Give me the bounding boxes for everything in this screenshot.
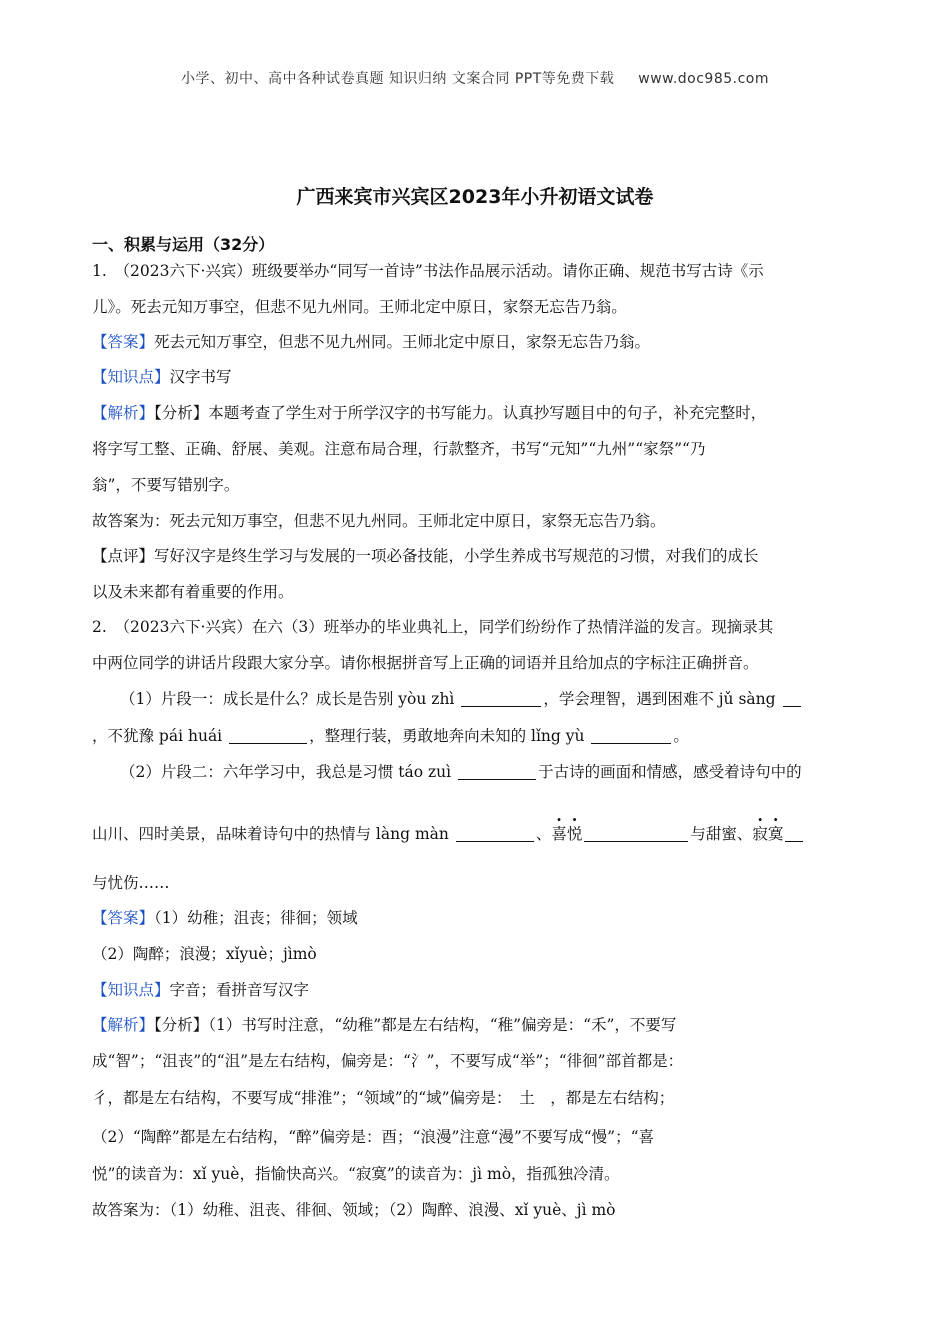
q1-knowledge bbox=[92, 366, 862, 388]
dotted-char-xi: 喜 bbox=[551, 825, 567, 843]
answer-tag: 【答案】 bbox=[92, 909, 155, 927]
part1-text-e: 。 bbox=[673, 727, 689, 745]
header-url[interactable]: www.doc985.com bbox=[638, 71, 770, 87]
q2-analysis-2: 成“智”；“沮丧”的“沮”是左右结构，偏旁是：“氵”，不要写成“举”；“徘徊”部首都是： bbox=[92, 1052, 684, 1070]
q2-answer-1 bbox=[92, 907, 862, 929]
part2-text-d: 、 bbox=[535, 825, 552, 843]
analysis-text: 【分析】（1）书写时注意，“幼稚”都是左右结构，“稚”偏旁是：“禾”，不要写 bbox=[154, 1016, 677, 1034]
knowledge-text: 汉字书写 bbox=[169, 368, 232, 386]
dotted-char-ji: 寂 bbox=[752, 825, 768, 843]
q1-comment-1: 【点评】写好汉字是终生学习与发展的一项必备技能，小学生养成书写规范的习惯，对我们的成长 bbox=[92, 547, 759, 565]
part2-text-b: 于古诗的画面和情感，感受着诗句中的 bbox=[538, 763, 802, 781]
part2-text-e: 与甜蜜、 bbox=[690, 825, 753, 843]
blank-jimo[interactable] bbox=[785, 825, 803, 842]
blank-taozui[interactable] bbox=[458, 763, 536, 780]
q2-part1-line-2 bbox=[92, 725, 862, 747]
answer-text: 死去元知万事空，但悲不见九州同。王师北定中原日，家祭无忘告乃翁。 bbox=[154, 333, 651, 351]
blank-xiyue[interactable] bbox=[584, 825, 688, 842]
q2-final-answer: 故答案为：（1）幼稚、沮丧、徘徊、领域；（2）陶醉、浪漫、xǐ yuè、jì mò bbox=[92, 1201, 616, 1219]
blank-jusang[interactable] bbox=[783, 690, 801, 707]
part1-text-a: （1）片段一：成长是什么？成长是告别 yòu zhì bbox=[120, 690, 460, 708]
knowledge-text: 字音；看拼音写汉字 bbox=[169, 981, 310, 999]
page-header bbox=[0, 68, 950, 88]
blank-paihuai[interactable] bbox=[229, 727, 307, 744]
q2-part2-line-2 bbox=[92, 823, 862, 845]
q1-analysis-1 bbox=[92, 402, 862, 424]
q2-analysis-3: 彳，都是左右结构，不要写成“排淮”；“领域”的“域”偏旁是： 土 ，都是左右结构； bbox=[92, 1089, 675, 1107]
q1-comment-2: 以及未来都有着重要的作用。 bbox=[92, 583, 294, 601]
exam-title: 广西来宾市兴宾区2023年小升初语文试卷 bbox=[296, 186, 654, 208]
blank-youzhi[interactable] bbox=[461, 690, 541, 707]
answer-tag: 【答案】 bbox=[92, 333, 155, 351]
q1-analysis-2: 将字写工整、正确、舒展、美观。注意布局合理，行款整齐，书写“元知”“九州”“家祭”“乃 bbox=[92, 440, 706, 458]
analysis-tag: 【解析】 bbox=[92, 1016, 155, 1034]
q2-part2-line-1 bbox=[120, 761, 890, 783]
blank-lingyu[interactable] bbox=[591, 727, 671, 744]
q2-part2-line-3: 与忧伤…… bbox=[92, 874, 170, 892]
q2-line-1: 2. （2023六下·兴宾）在六（3）班举办的毕业典礼上，同学们纷纷作了热情洋溢的发言。现摘录其 bbox=[92, 618, 774, 636]
q2-answer-2: （2）陶醉；浪漫；xǐyuè；jìmò bbox=[92, 945, 317, 963]
q2-analysis-4: （2）“陶醉”都是左右结构，“醉”偏旁是：酉；“浪漫”注意“漫”不要写成“慢”；“喜 bbox=[92, 1128, 655, 1146]
q2-analysis-1 bbox=[92, 1014, 862, 1036]
q2-knowledge bbox=[92, 979, 862, 1001]
q1-line-1: 1. （2023六下·兴宾）班级要举办“同写一首诗”书法作品展示活动。请你正确、规范书写古诗《示 bbox=[92, 262, 764, 280]
knowledge-tag: 【知识点】 bbox=[92, 981, 170, 999]
blank-langman[interactable] bbox=[456, 825, 534, 842]
analysis-tag: 【解析】 bbox=[92, 404, 155, 422]
part2-text-a: （2）片段二：六年学习中，我总是习惯 táo zuì bbox=[120, 763, 457, 781]
part2-text-c: 山川、四时美景，品味着诗句中的热情与 làng màn bbox=[92, 825, 454, 843]
section-heading: 一、积累与运用（32分） bbox=[92, 235, 275, 254]
q1-answer bbox=[92, 331, 862, 353]
part1-text-d: ，整理行装，勇敢地奔向未知的 lǐng yù bbox=[309, 727, 590, 745]
q2-analysis-5: 悦”的读音为：xǐ yuè，指愉快高兴。“寂寞”的读音为：jì mò，指孤独冷清。 bbox=[92, 1165, 620, 1183]
part1-text-c: ，不犹豫 pái huái bbox=[92, 727, 228, 745]
answer-text: （1）幼稚；沮丧；徘徊；领域 bbox=[154, 909, 358, 927]
header-text: 小学、初中、高中各种试卷真题 知识归纳 文案合同 PPT等免费下载 bbox=[180, 71, 615, 87]
q2-line-2: 中两位同学的讲话片段跟大家分享。请你根据拼音写上正确的词语并且给加点的字标注正确拼音。 bbox=[92, 654, 759, 672]
q1-analysis-3: 翁”，不要写错别字。 bbox=[92, 476, 240, 494]
q1-line-2: 儿》。死去元知万事空，但悲不见九州同。王师北定中原日，家祭无忘告乃翁。 bbox=[92, 298, 627, 316]
part1-text-b: ，学会理智，遇到困难不 jǔ sàng bbox=[543, 690, 781, 708]
analysis-text: 【分析】本题考查了学生对于所学汉字的书写能力。认真抄写题目中的句子，补充完整时， bbox=[154, 404, 767, 422]
q2-part1-line-1 bbox=[120, 688, 890, 710]
q1-final-answer: 故答案为：死去元知万事空，但悲不见九州同。王师北定中原日，家祭无忘告乃翁。 bbox=[92, 512, 666, 530]
dotted-char-yue: 悦 bbox=[566, 825, 583, 843]
knowledge-tag: 【知识点】 bbox=[92, 368, 170, 386]
dotted-char-mo: 寞 bbox=[767, 825, 784, 843]
